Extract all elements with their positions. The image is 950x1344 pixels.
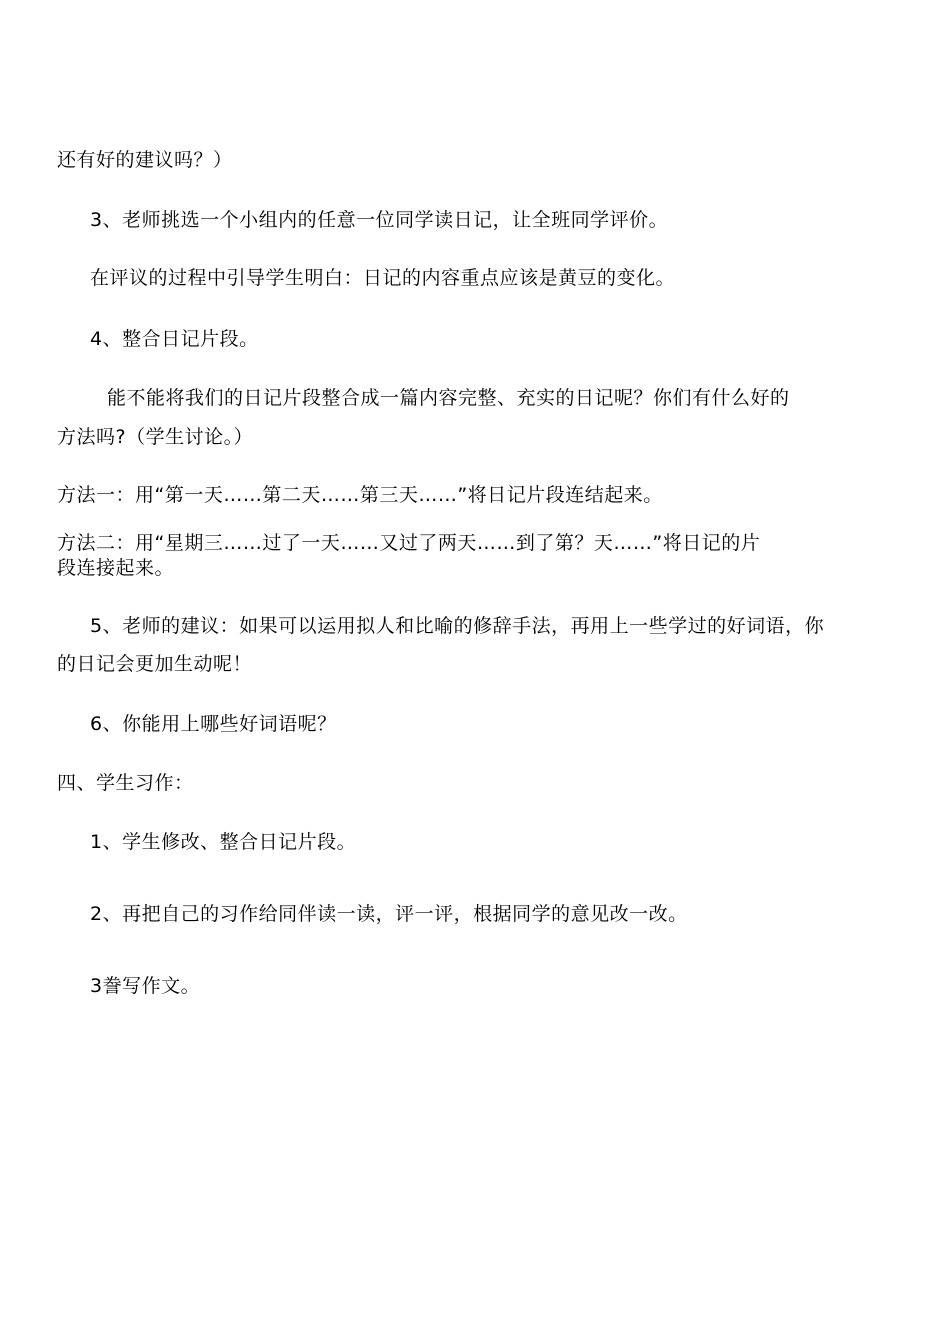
text-line: 方法一：用“第一天……第二天……第三天……”将日记片段连结起来。 — [57, 484, 663, 506]
text-line: 4、整合日记片段。 — [90, 328, 259, 350]
text-line: 方法二：用“星期三……过了一天……又过了两天……到了第？天……”将日记的片 — [57, 532, 761, 554]
text-line: 6、你能用上哪些好词语呢？ — [90, 713, 337, 735]
text-line: 方法吗?（学生讨论。） — [57, 426, 254, 448]
text-line: 段连接起来。 — [57, 557, 175, 579]
text-line: 能不能将我们的日记片段整合成一篇内容完整、充实的日记呢？你们有什么好的 — [107, 387, 790, 409]
text-line: 还有好的建议吗？） — [57, 149, 233, 171]
text-line: 2、再把自己的习作给同伴读一读，评一评，根据同学的意见改一改。 — [90, 903, 688, 925]
text-line: 在评议的过程中引导学生明白：日记的内容重点应该是黄豆的变化。 — [90, 267, 676, 289]
section-heading: 四、学生习作： — [57, 772, 194, 794]
text-line: 的日记会更加生动呢！ — [57, 653, 253, 675]
text-line: 3誊写作文。 — [90, 975, 201, 997]
text-line: 1、学生修改、整合日记片段。 — [90, 831, 357, 853]
text-line: 3、老师挑选一个小组内的任意一位同学读日记，让全班同学评价。 — [90, 209, 669, 231]
text-line: 5、老师的建议：如果可以运用拟人和比喻的修辞手法，再用上一些学过的好词语，你 — [90, 615, 825, 637]
